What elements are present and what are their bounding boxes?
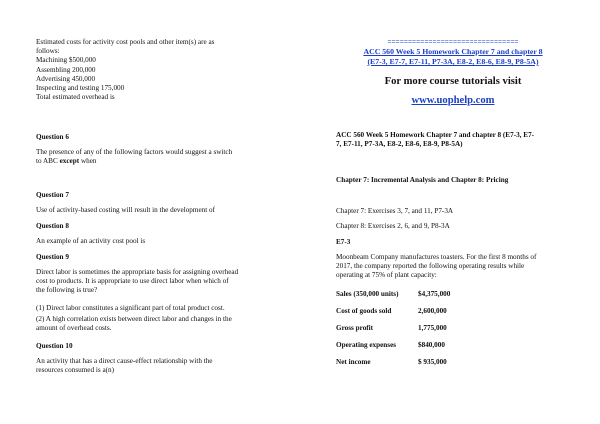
row-label: Net income xyxy=(336,358,371,366)
row-label: Sales (350,000 units) xyxy=(336,290,399,298)
table-row xyxy=(336,290,450,307)
row-value: 1,775,000 xyxy=(418,324,447,332)
row-value: 2,600,000 xyxy=(418,307,447,315)
question-6-text xyxy=(36,148,232,166)
question-8-heading: Question 8 xyxy=(36,222,69,230)
exercise-e7-3-label: E7-3 xyxy=(336,238,351,246)
more-tutorials-text: For more course tutorials visit xyxy=(384,76,522,87)
cost-pool-list: Estimated costs for activity cost pools and other item(s) are as follows: Machining $500,000 Assembling 200,000 Advertising 450,000 Inspecting and testing 175,000 Total estimated overhead is xyxy=(36,38,215,102)
question-9-heading: Question 9 xyxy=(36,253,69,261)
chapter-7-exercises: Chapter 7: Exercises 3, 7, and 11, P7-3A xyxy=(336,207,454,215)
question-6-text-end: when xyxy=(79,157,97,166)
row-value: $4,375,000 xyxy=(418,290,451,298)
row-label: Gross profit xyxy=(336,324,374,332)
exercise-e7-3-text: Moonbeam Company manufactures toasters. For the first 8 months of 2017, the company reported the following operating results while operating at 75% of plant capacity: xyxy=(336,253,537,280)
table-row xyxy=(336,324,450,341)
question-10-text: An activity that has a direct cause-effect relationship with the resources consumed is a(n) xyxy=(36,357,213,375)
row-label: Cost of goods sold xyxy=(336,307,392,315)
question-9-option-1: (1) Direct labor constitutes a significant part of total product cost. xyxy=(36,304,225,312)
chapter-8-exercises: Chapter 8: Exercises 2, 6, and 9, P8-3A xyxy=(336,222,450,230)
question-6-emphasis: except xyxy=(59,157,80,166)
table-row xyxy=(336,341,450,358)
question-7-text: Use of activity-based costing will result in the development of xyxy=(36,206,216,214)
question-7-heading: Question 7 xyxy=(36,191,69,199)
question-9-option-2: (2) A high correlation exists between direct labor and changes in the amount of overhead costs. xyxy=(36,315,232,333)
banner-title-link[interactable]: ACC 560 Week 5 Homework Chapter 7 and chapter 8 xyxy=(363,47,543,56)
question-6-heading: Question 6 xyxy=(36,133,69,141)
site-link[interactable]: www.uophelp.com xyxy=(411,95,495,106)
question-10-heading: Question 10 xyxy=(36,342,73,350)
operating-results-table xyxy=(336,290,450,375)
row-label: Operating expenses xyxy=(336,341,397,349)
chapter-heading: Chapter 7: Incremental Analysis and Chapter 8: Pricing xyxy=(336,176,509,184)
question-9-text: Direct labor is sometimes the appropriate basis for assigning overhead cost to products. It is appropriate to use direct labor when which of the following is true? xyxy=(36,268,239,295)
table-row xyxy=(336,358,450,375)
row-value: $840,000 xyxy=(418,341,445,349)
document-title: ACC 560 Week 5 Homework Chapter 7 and chapter 8 (E7-3, E7- 7, E7-11, P7-3A, E8-2, E8-6, E8-9, P8-5A) xyxy=(336,131,535,149)
table-row xyxy=(336,307,450,324)
divider-line: ================================ xyxy=(387,38,519,46)
question-8-text: An example of an activity cost pool is xyxy=(36,237,146,245)
banner-codes-link[interactable]: (E7-3, E7-7, E7-11, P7-3A, E8-2, E8-6, E8-9, P8-5A) xyxy=(367,57,539,66)
row-value: $ 935,000 xyxy=(418,358,447,366)
question-6-text-start: The presence of any of the following factors would suggest a switch to ABC xyxy=(36,148,233,166)
